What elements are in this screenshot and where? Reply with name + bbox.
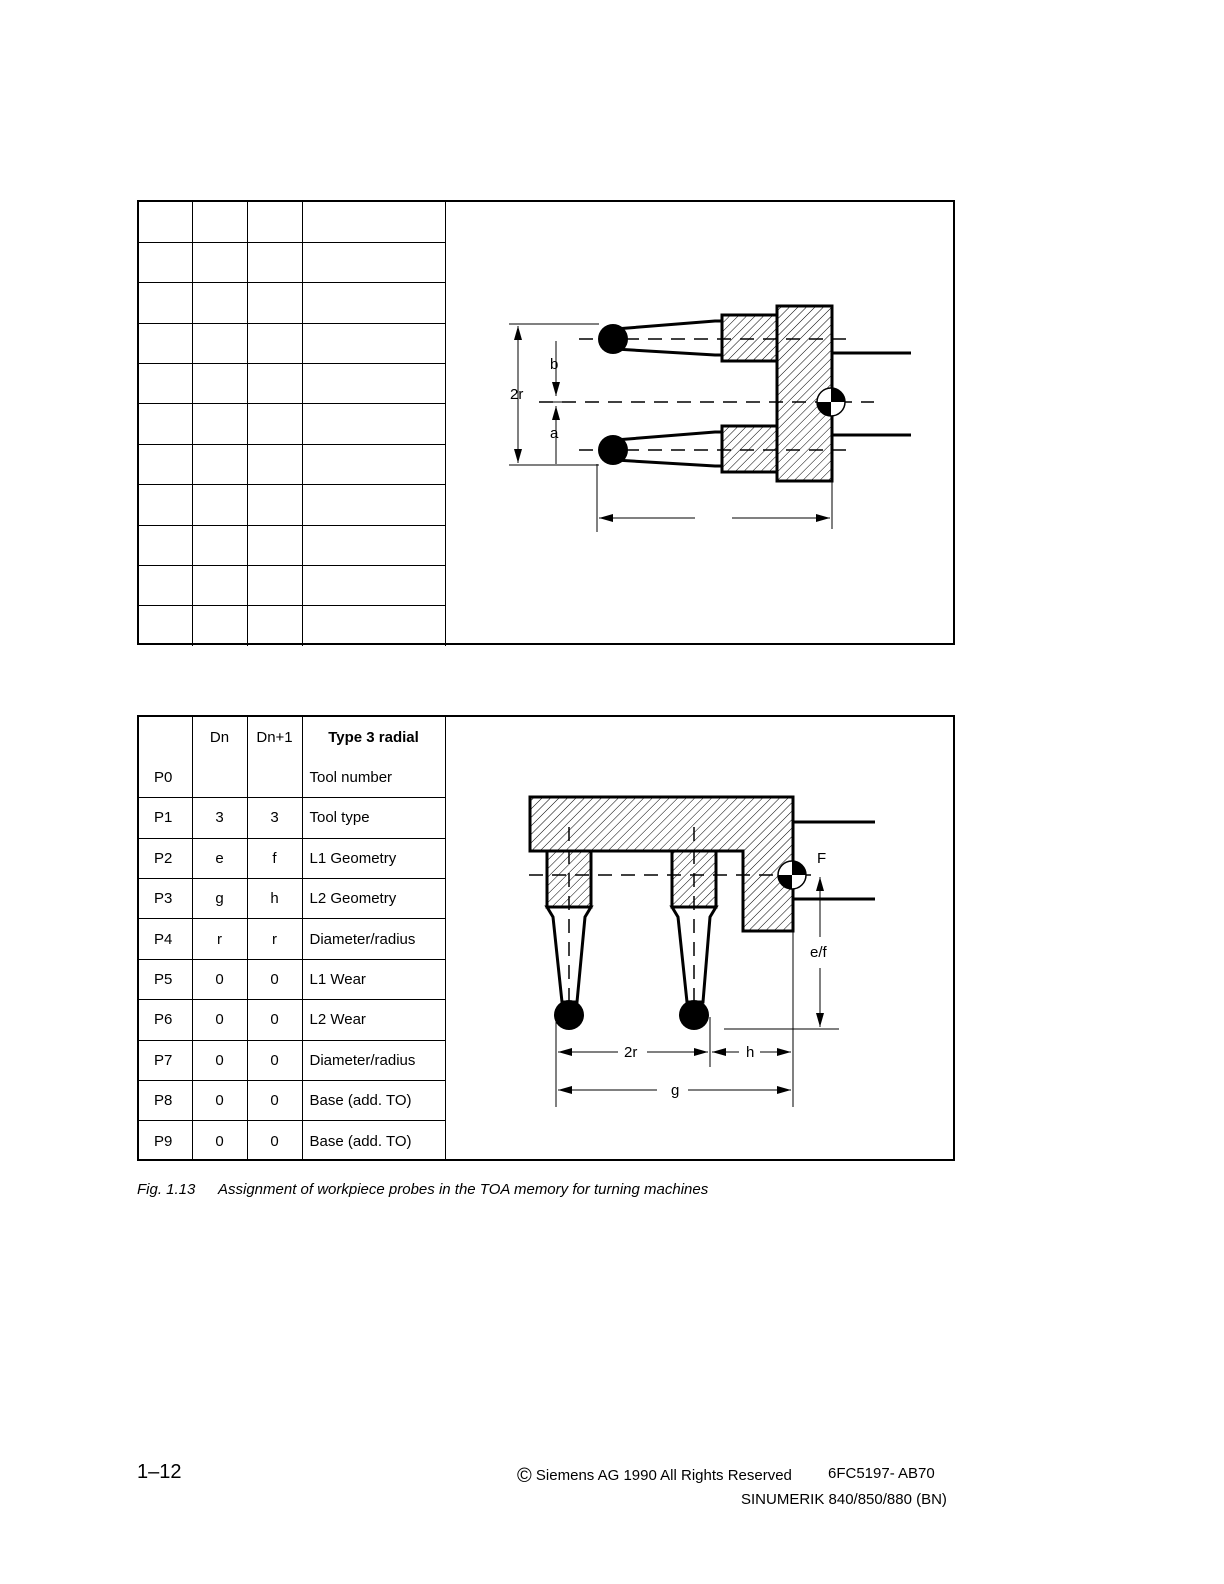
copyright-icon: © bbox=[517, 1465, 532, 1487]
dn-cell: 0 bbox=[192, 1000, 247, 1040]
description-cell: L1 Wear bbox=[302, 959, 445, 999]
description-cell: Tool number bbox=[302, 757, 445, 797]
product-name: SINUMERIK 840/850/880 (BN) bbox=[741, 1491, 947, 1508]
dn1-cell: 0 bbox=[247, 1081, 302, 1121]
lower-stylus bbox=[615, 432, 722, 466]
param-cell: P9 bbox=[139, 1121, 192, 1161]
param-cell: P0 bbox=[139, 757, 192, 797]
description-cell: L1 Geometry bbox=[302, 838, 445, 878]
header-cell-dn: Dn bbox=[192, 717, 247, 757]
description-cell: Tool type bbox=[302, 798, 445, 838]
dim-a: a bbox=[550, 425, 559, 442]
dn-cell: r bbox=[192, 919, 247, 959]
param-cell: P5 bbox=[139, 959, 192, 999]
label-F: F bbox=[817, 850, 827, 867]
figure-number: Fig. 1.13 bbox=[137, 1181, 196, 1198]
description-cell: Diameter/radius bbox=[302, 1040, 445, 1080]
figure-caption bbox=[137, 1181, 708, 1198]
dn1-cell: 0 bbox=[247, 1121, 302, 1161]
figure-block-1 bbox=[137, 200, 955, 645]
dim-h: h bbox=[746, 1044, 755, 1061]
copyright-notice bbox=[517, 1465, 792, 1488]
param-cell: P1 bbox=[139, 798, 192, 838]
right-probe-ball bbox=[679, 1000, 709, 1030]
dn1-cell: 0 bbox=[247, 1040, 302, 1080]
upper-shank bbox=[722, 315, 777, 361]
dim-g: g bbox=[671, 1082, 680, 1099]
param-cell: P2 bbox=[139, 838, 192, 878]
lower-shank bbox=[722, 426, 777, 472]
reference-point-symbol bbox=[778, 861, 806, 889]
description-cell: L2 Wear bbox=[302, 1000, 445, 1040]
param-cell: P8 bbox=[139, 1081, 192, 1121]
dim-b: b bbox=[550, 356, 559, 373]
probe-diagram-2 bbox=[139, 717, 955, 1161]
probe-diagram-1 bbox=[139, 202, 955, 645]
dn-cell: 0 bbox=[192, 1121, 247, 1161]
dn-cell: 3 bbox=[192, 798, 247, 838]
copyright-text: Siemens AG 1990 All Rights Reserved bbox=[535, 1467, 792, 1484]
dn1-cell: f bbox=[247, 838, 302, 878]
figure-caption-text: Assignment of workpiece probes in the TOA memory for turning machines bbox=[218, 1181, 709, 1198]
dim-2r: 2r bbox=[510, 386, 524, 403]
description-cell: Base (add. TO) bbox=[302, 1121, 445, 1161]
reference-point-symbol bbox=[817, 388, 845, 416]
dim-2r: 2r bbox=[624, 1044, 638, 1061]
param-cell: P6 bbox=[139, 1000, 192, 1040]
description-cell: Diameter/radius bbox=[302, 919, 445, 959]
left-probe-ball bbox=[554, 1000, 584, 1030]
header-cell-type: Type 3 radial bbox=[302, 717, 445, 757]
param-cell: P4 bbox=[139, 919, 192, 959]
dn-cell: 0 bbox=[192, 1081, 247, 1121]
dn1-cell: 0 bbox=[247, 1000, 302, 1040]
page-number: 1–12 bbox=[137, 1461, 182, 1483]
param-cell: P7 bbox=[139, 1040, 192, 1080]
dn-cell: 0 bbox=[192, 959, 247, 999]
param-cell: P3 bbox=[139, 879, 192, 919]
dn1-cell: h bbox=[247, 879, 302, 919]
dn1-cell: 3 bbox=[247, 798, 302, 838]
dn-cell: e bbox=[192, 838, 247, 878]
dn1-cell: r bbox=[247, 919, 302, 959]
upper-stylus bbox=[615, 321, 722, 355]
document-number: 6FC5197- AB70 bbox=[828, 1465, 935, 1482]
dn-cell: 0 bbox=[192, 1040, 247, 1080]
header-cell-dn1: Dn+1 bbox=[247, 717, 302, 757]
description-cell: L2 Geometry bbox=[302, 879, 445, 919]
dim-ef: e/f bbox=[810, 944, 827, 961]
dn-cell: g bbox=[192, 879, 247, 919]
dn1-cell: 0 bbox=[247, 959, 302, 999]
figure-block-2 bbox=[137, 715, 955, 1161]
description-cell: Base (add. TO) bbox=[302, 1081, 445, 1121]
